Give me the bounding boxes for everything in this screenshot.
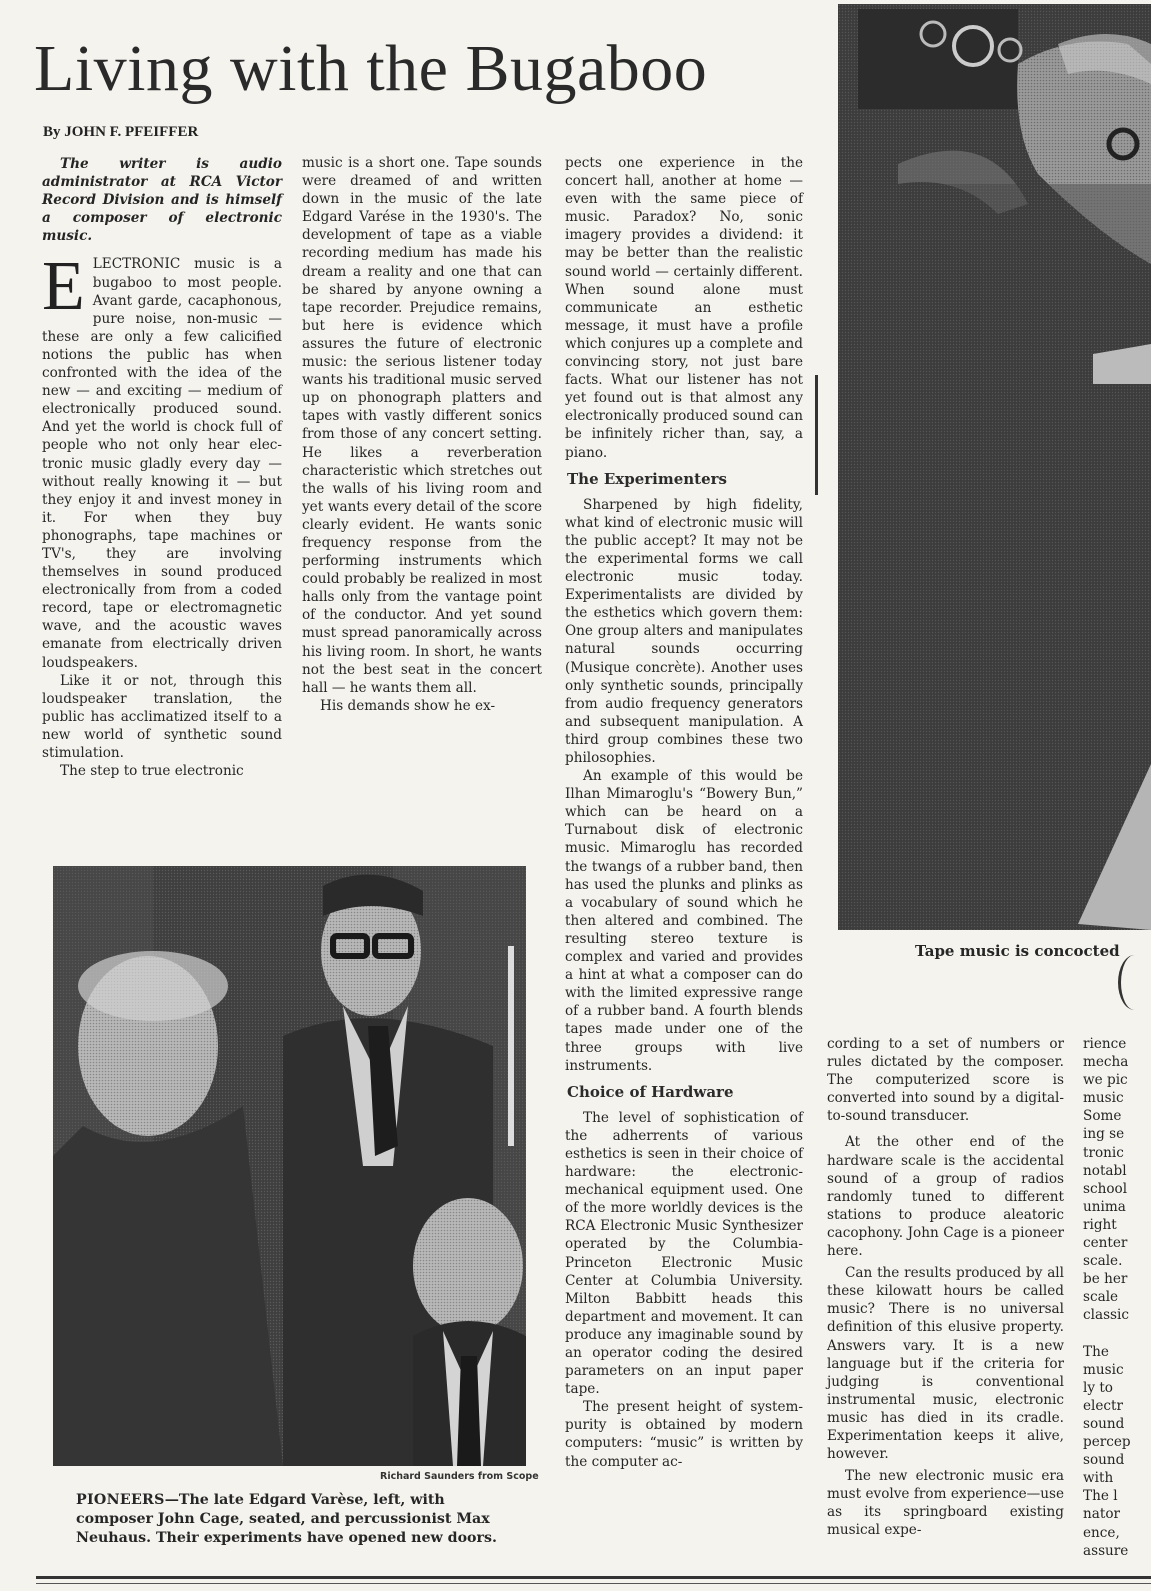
cut-off-line: rience — [1083, 1036, 1127, 1052]
pioneers-caption — [76, 1491, 516, 1548]
paragraph: At the other end of the hardware scale is the accidental sound of a group of radios randomly tuned to different stations to produce aleatoric cacophony. John Cage is a pioneer here. — [827, 1134, 1064, 1260]
intro-note: The writer is audio administrator at RCA Victor Record Division and is himself a composer of electronic music. — [42, 156, 282, 245]
cut-off-line: scale. — [1083, 1253, 1123, 1270]
cut-off-line: ence, — [1083, 1524, 1120, 1541]
bottom-rule — [36, 1576, 1151, 1584]
cut-off-line: electr — [1083, 1397, 1124, 1414]
drop-cap: E — [42, 248, 85, 326]
paragraph: cording to a set of numbers or rules dictated by the composer. The computerized score is converted into sound by a digital-to-sound transducer. — [827, 1036, 1064, 1125]
cut-off-line: be her — [1083, 1271, 1128, 1288]
subhead-hardware: Choice of Hardware — [567, 1082, 734, 1101]
cut-off-line: notabl — [1083, 1162, 1127, 1179]
paragraph: The level of sophistication of the adherrents of various esthetics is seen in their choice of hardware: the electronic-mechanical equipment used. One of the more worldly devices is the RCA Electronic Music Synthesizer operated by the Columbia-Princeton Electronic Music Center at Columbia University. Milton Babbitt heads this department and movement. It can produce any imaginable sound by an operator coding the desired parameters on an input paper tape. — [565, 1109, 803, 1398]
paragraph: Sharpened by high fidelity, what kind of electronic music will the public accept? It may not be the experimental forms we call electronic music today. Experimentalists are divided by the esthetics which govern them: One group alters and manipulates natural sounds occurring (Musique concrète). Another uses only synthetic sounds, principally from audio frequency generators and subsequent manipulation. A third group combines these two philosophies. — [565, 496, 803, 766]
tape-photo-image — [838, 4, 1151, 930]
cut-off-line: Some — [1083, 1108, 1122, 1125]
cut-off-line: sound — [1083, 1452, 1125, 1469]
cut-off-line: sound — [1083, 1415, 1125, 1432]
headline: Living with the Bugaboo — [34, 32, 708, 105]
article-column-2 — [302, 154, 542, 715]
cut-off-line: music — [1083, 1361, 1124, 1378]
cut-off-line: classic — [1083, 1307, 1129, 1324]
cut-off-line: ing se — [1083, 1126, 1125, 1143]
pen-scribble — [1118, 955, 1151, 1010]
paragraph: ELECTRONIC music is a bugaboo to most people. Avant garde, cacaphonous, pure noise, non-music — these are only a few calicified notions the public has when confronted with the idea of the new — and exciting — medium of electronically produced sound. And yet the world is chock full of people who not only hear electronic music gladly every day — without really knowing it — but they enjoy it and invest money in it. For when they buy phonographs, tape machines or TV's, they are involving themselves in sound produced electronically from from a coded record, tape or electromagnetic wave, and the acoustic waves emanate from electrically driven loudspeakers. — [42, 248, 282, 671]
photo-credit: Richard Saunders from Scope — [380, 1471, 539, 1482]
cut-off-line: The l — [1083, 1488, 1118, 1505]
cut-off-line: school — [1083, 1180, 1128, 1197]
caption-text: —The late Edgard Varèse, left, with composer John Cage, seated, and percussionist Max Neuhaus. Their experiments have opened new doors. — [76, 1492, 497, 1546]
subhead-experimenters: The Experimenters — [567, 469, 727, 488]
cut-off-line: nator — [1083, 1506, 1121, 1523]
cut-off-line: assure — [1083, 1542, 1129, 1559]
paragraph: Like it or not, through this loudspeaker translation, the public has acclimatized itself to a new world of synthetic sound stimulation. — [42, 672, 282, 761]
byline: By JOHN F. PFEIFFER — [43, 124, 199, 140]
cut-off-line: we pic — [1083, 1072, 1128, 1089]
paragraph: pects one experience in the concert hall, another at home — even with the same piece of music. Paradox? No, sonic imagery provides a dividend: it may be better than the realistic sound world — certainly different. When sound alone must communicate an esthetic message, it must have a profile which conjures up a complete and convincing story, not just bare facts. What our listener has not yet found out is that almost any electronically produced sound can be infinitely richer than, say, a piano. — [565, 155, 803, 461]
cut-off-line: The — [1083, 1343, 1109, 1360]
pen-margin-mark — [815, 375, 818, 495]
paragraph: Can the results produced by all these kilowatt hours be called music? There is no universal definition of this elusive property. Answers vary. It is a new language but if the criteria for judging is conventional instrumental music, electronic music has died in its cradle. Experimentation keeps it alive, however. — [827, 1265, 1064, 1463]
pioneers-photo-image — [53, 866, 526, 1466]
paragraph: An example of this would be Ilhan Mimaroglu's “Bowery Bun,” which can be heard on a Turnabout disk of electronic music. Mimaroglu has recorded the twangs of a rubber band, then has used the plunks and plinks as a vocabulary of sound which he then altered and combined. The resulting stereo texture is complex and varied and provides a hint at what a composer can do with the limited expressive range of a rubber band. A fourth blends tapes made under one of the three groups with live instruments. — [565, 768, 803, 1074]
article-column-3 — [565, 154, 803, 1471]
article-column-1 — [42, 155, 282, 780]
paragraph: The step to true electronic — [60, 763, 244, 780]
cut-off-line: scale — [1083, 1289, 1119, 1306]
cut-off-line: music — [1083, 1090, 1124, 1107]
cut-off-line: ly to — [1083, 1379, 1113, 1396]
paragraph: The present height of system-purity is obtained by modern computers: “music” is written by the computer ac- — [565, 1399, 803, 1470]
paragraph: The new electronic music era must evolve from experience—use as its springboard existing musical expe- — [827, 1468, 1064, 1539]
caption-lead: PIONEERS — [76, 1492, 165, 1508]
article-column-4 — [827, 1035, 1064, 1540]
cut-off-line: right — [1083, 1216, 1117, 1233]
paragraph: music is a short one. Tape sounds were dreamed of and written down in the music of the late Edgard Varése in the 1930's. The development of tape as a viable recording medium has made his dream a reality and one that can be shared by anyone owning a tape recorder. Prejudice remains, but here is evidence which assures the future of electronic music: the serious listener today wants his traditional music served up on phonograph platters and tapes with vastly different sonics from those of any concert setting. He likes a reverberation characteristic which stretches out the walls of his living room and yet wants every detail of the score clearly evident. He wants sonic frequency response from the performing instruments which could probably be realized in most halls only from the vantage point of the conductor. And yet sound must spread panoramically across his living room. In short, he wants not the best seat in the concert hall — he wants them all. — [302, 155, 542, 696]
cut-off-line: mecha — [1083, 1054, 1129, 1071]
cut-off-line — [1083, 1325, 1151, 1343]
cut-off-line: percep — [1083, 1434, 1131, 1451]
cut-off-line: with — [1083, 1470, 1114, 1487]
cut-off-line: unima — [1083, 1198, 1126, 1215]
tape-photo-caption: Tape music is concocted — [915, 942, 1120, 960]
photo-pioneers — [53, 866, 526, 1466]
cut-off-line: center — [1083, 1235, 1128, 1252]
article-column-5-cut-off — [1083, 1035, 1151, 1560]
photo-tape-music — [838, 4, 1151, 930]
paragraph: His demands show he ex- — [320, 697, 496, 714]
cut-off-line: tronic — [1083, 1144, 1124, 1161]
